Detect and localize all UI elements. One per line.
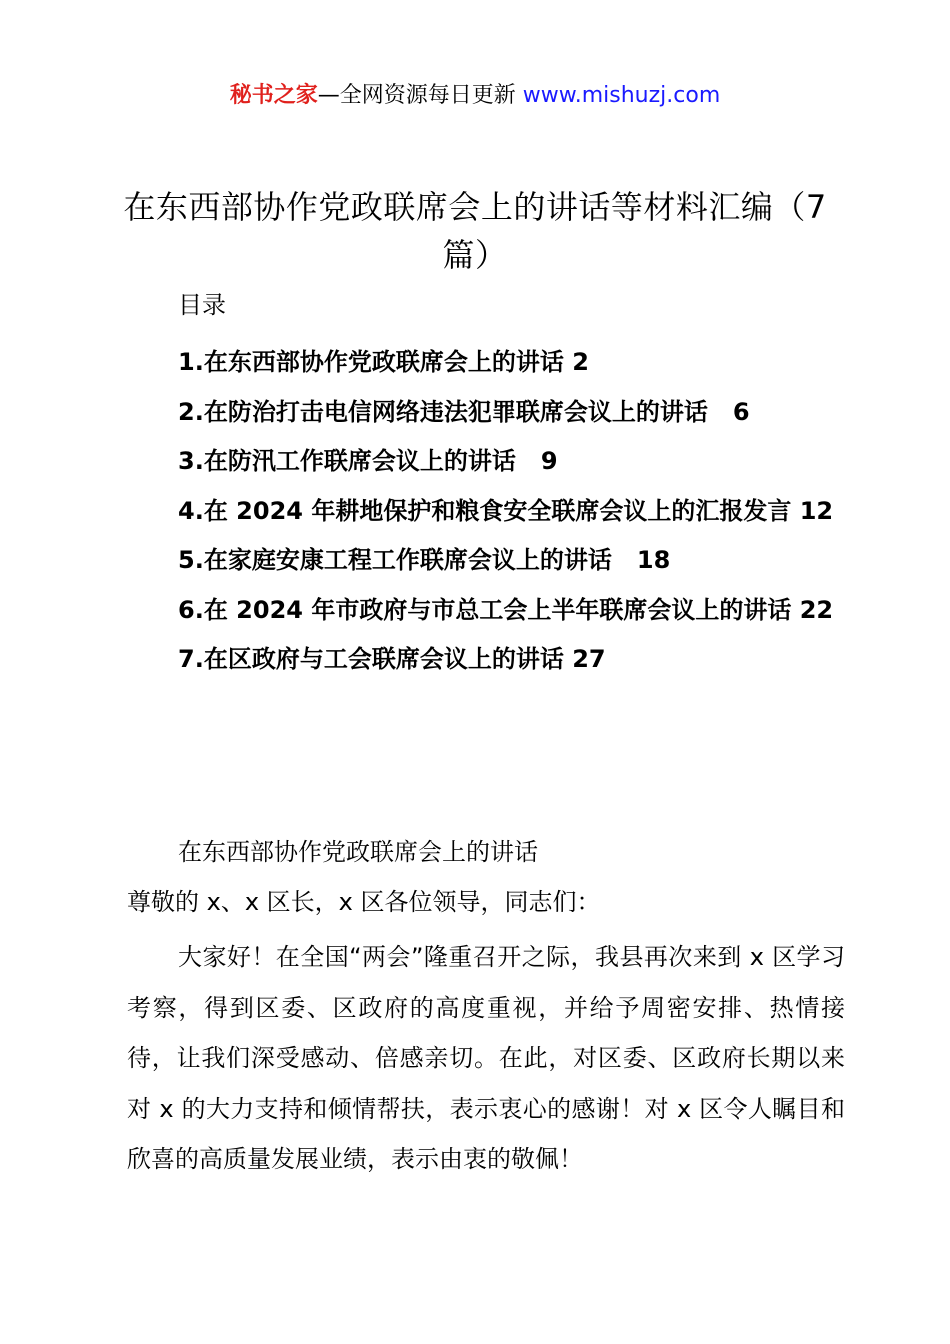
site-url-link[interactable]: www.mishuzj.com	[522, 83, 721, 108]
toc-item[interactable]	[160, 635, 850, 685]
toc-item[interactable]	[160, 338, 850, 388]
toc-item-page: 2	[572, 348, 589, 376]
toc-item-page: 22	[799, 595, 834, 624]
toc-item[interactable]	[160, 437, 850, 487]
toc-item-page: 9	[540, 447, 558, 475]
toc-item-text: 2.在防治打击电信网络违法犯罪联席会议上的讲话	[178, 397, 708, 426]
toc-item-text: 5.在家庭安康工程工作联席会议上的讲话	[178, 546, 612, 574]
toc-item[interactable]	[160, 536, 850, 586]
site-brand: 秘书之家	[229, 83, 318, 108]
toc-item-text: 7.在区政府与工会联席会议上的讲话	[178, 645, 564, 673]
section-title: 在东西部协作党政联席会上的讲话	[178, 838, 538, 866]
toc-item-text: 6.在 2024 年市政府与市总工会上半年联席会议上的讲话	[178, 595, 792, 624]
toc-item-page: 6	[732, 397, 750, 426]
toc-item-text: 4.在 2024 年耕地保护和粮食安全联席会议上的汇报发言	[178, 496, 792, 525]
site-tagline: —全网资源每日更新	[317, 83, 516, 108]
toc-item-text: 3.在防汛工作联席会议上的讲话	[178, 447, 516, 475]
speech-paragraph: 大家好！在全国“两会”隆重召开之际，我县再次来到 x 区学习考察，得到区委、区政府的高度重视，并给予周密安排、热情接待，让我们深受感动、倍感亲切。在此，对区委、区政府长期以来对 x 的大力支持和倾情帮扶，表示衷心的感谢！对 x 区令人瞩目和欣喜的高质量发展业绩，表示由衷的敬佩！	[127, 943, 845, 1173]
toc-item[interactable]	[160, 586, 850, 636]
document-title: 在东西部协作党政联席会上的讲话等材料汇编（7篇）	[123, 188, 827, 274]
site-header	[0, 80, 950, 112]
toc-heading: 目录	[178, 291, 226, 319]
toc-item[interactable]	[160, 388, 850, 438]
speech-salutation: 尊敬的 x、x 区长，x 区各位领导，同志们：	[127, 888, 601, 916]
toc-item-page: 12	[799, 496, 834, 525]
table-of-contents	[160, 338, 850, 685]
toc-item[interactable]	[160, 487, 850, 537]
toc-item-text: 1.在东西部协作党政联席会上的讲话	[178, 348, 564, 376]
toc-item-page: 27	[572, 645, 606, 673]
toc-item-page: 18	[636, 546, 671, 574]
